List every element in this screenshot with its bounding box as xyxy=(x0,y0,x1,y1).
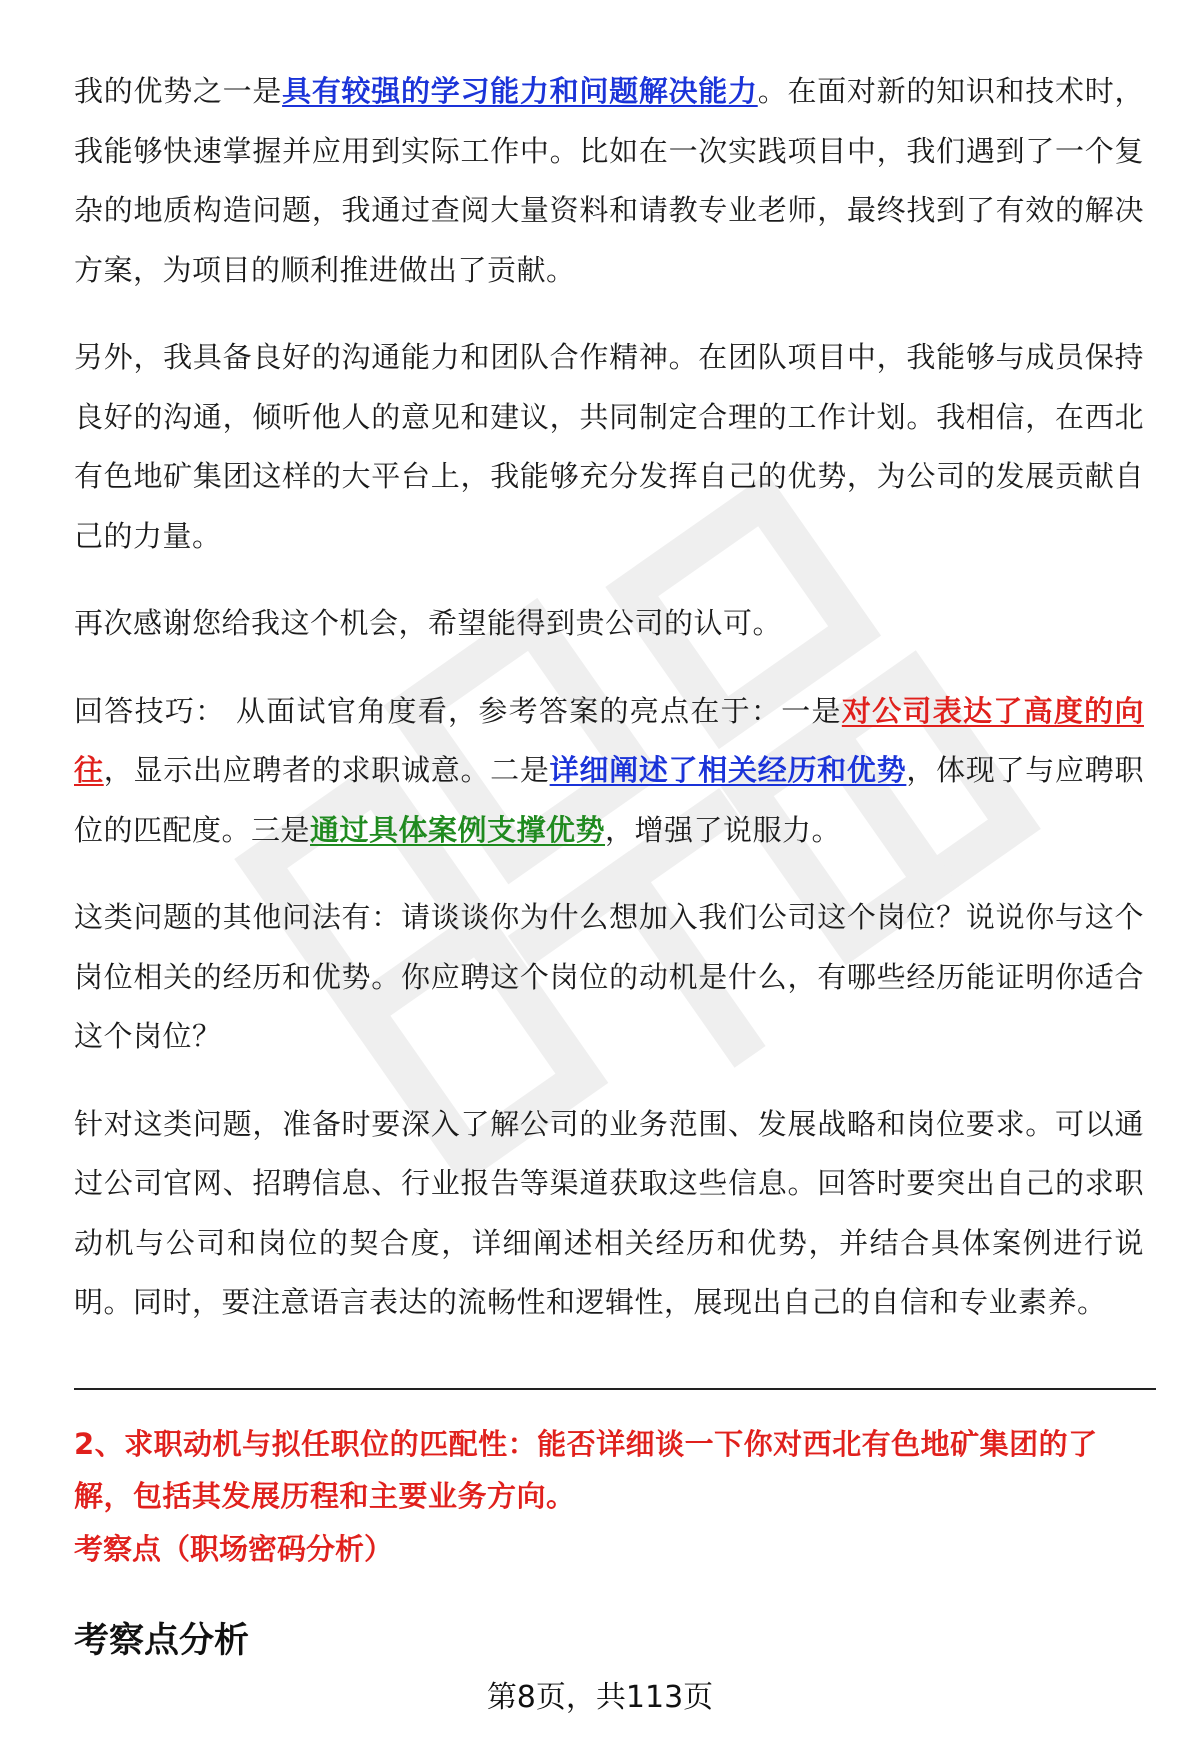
body-text xyxy=(74,62,1144,1361)
paragraph-preparation: 针对这类问题，准备时要深入了解公司的业务范围、发展战略和岗位要求。可以通过公司官网、招聘信息、行业报告等渠道获取这些信息。回答时要突出自己的求职动机与公司和岗位的契合度，详细阐述相关经历和优势，并结合具体案例进行说明。同时，要注意语言表达的流畅性和逻辑性，展现出自己的自信和专业素养。 xyxy=(74,1106,1144,1319)
highlight-experience: 详细阐述了相关经历和优势 xyxy=(549,753,907,787)
paragraph-thanks: 再次感谢您给我这个机会，希望能得到贵公司的认可。 xyxy=(74,606,783,640)
paragraph-answer-tips xyxy=(74,682,1144,861)
section-divider xyxy=(74,1388,1156,1390)
page-number: 第8页，共113页 xyxy=(486,1680,714,1715)
paragraph-text: 我的优势之一是 xyxy=(74,74,283,108)
analysis-section-title: 考察点分析 xyxy=(74,1621,250,1661)
paragraph-text: 回答技巧： 从面试官角度看，参考答案的亮点在于：一是 xyxy=(74,693,842,728)
paragraph-teamwork: 另外，我具备良好的沟通能力和团队合作精神。在团队项目中，我能够与成员保持良好的沟通，倾听他人的意见和建议，共同制定合理的工作计划。我相信，在西北有色地矿集团这样的大平台上，我能够充分发挥自己的优势，为公司的发展贡献自己的力量。 xyxy=(74,340,1144,553)
question-heading: 2、求职动机与拟任职位的匹配性：能否详细谈一下你对西北有色地矿集团的了解，包括其发展历程和主要业务方向。 xyxy=(74,1427,1098,1513)
paragraph-text: ，体现了与应聘职位的匹配度。三是 xyxy=(74,753,1144,847)
highlight-aspiration: 对公司表达了高度的向往 xyxy=(74,693,1144,787)
paragraph-strengths xyxy=(74,62,1144,300)
exam-point-subheading: 考察点（职场密码分析） xyxy=(74,1532,394,1566)
paragraph-text: ，增强了说服力。 xyxy=(605,812,842,847)
paragraph-text: 。在面对新的知识和技术时，我能够快速掌握并应用到实际工作中。比如在一次实践项目中，我们遇到了一个复杂的地质构造问题，我通过查阅大量资料和请教专业老师，最终找到了有效的解决方案，为项目的顺利推进做出了贡献。 xyxy=(74,74,1144,287)
highlight-learning-ability: 具有较强的学习能力和问题解决能力 xyxy=(282,74,758,108)
paragraph-text: ，显示出应聘者的求职诚意。二是 xyxy=(103,753,550,787)
highlight-case-support: 通过具体案例支撑优势 xyxy=(310,812,606,847)
paragraph-alt-questions: 这类问题的其他问法有：请谈谈你为什么想加入我们公司这个岗位？说说你与这个岗位相关的经历和优势。你应聘这个岗位的动机是什么，有哪些经历能证明你适合这个岗位？ xyxy=(74,900,1144,1053)
